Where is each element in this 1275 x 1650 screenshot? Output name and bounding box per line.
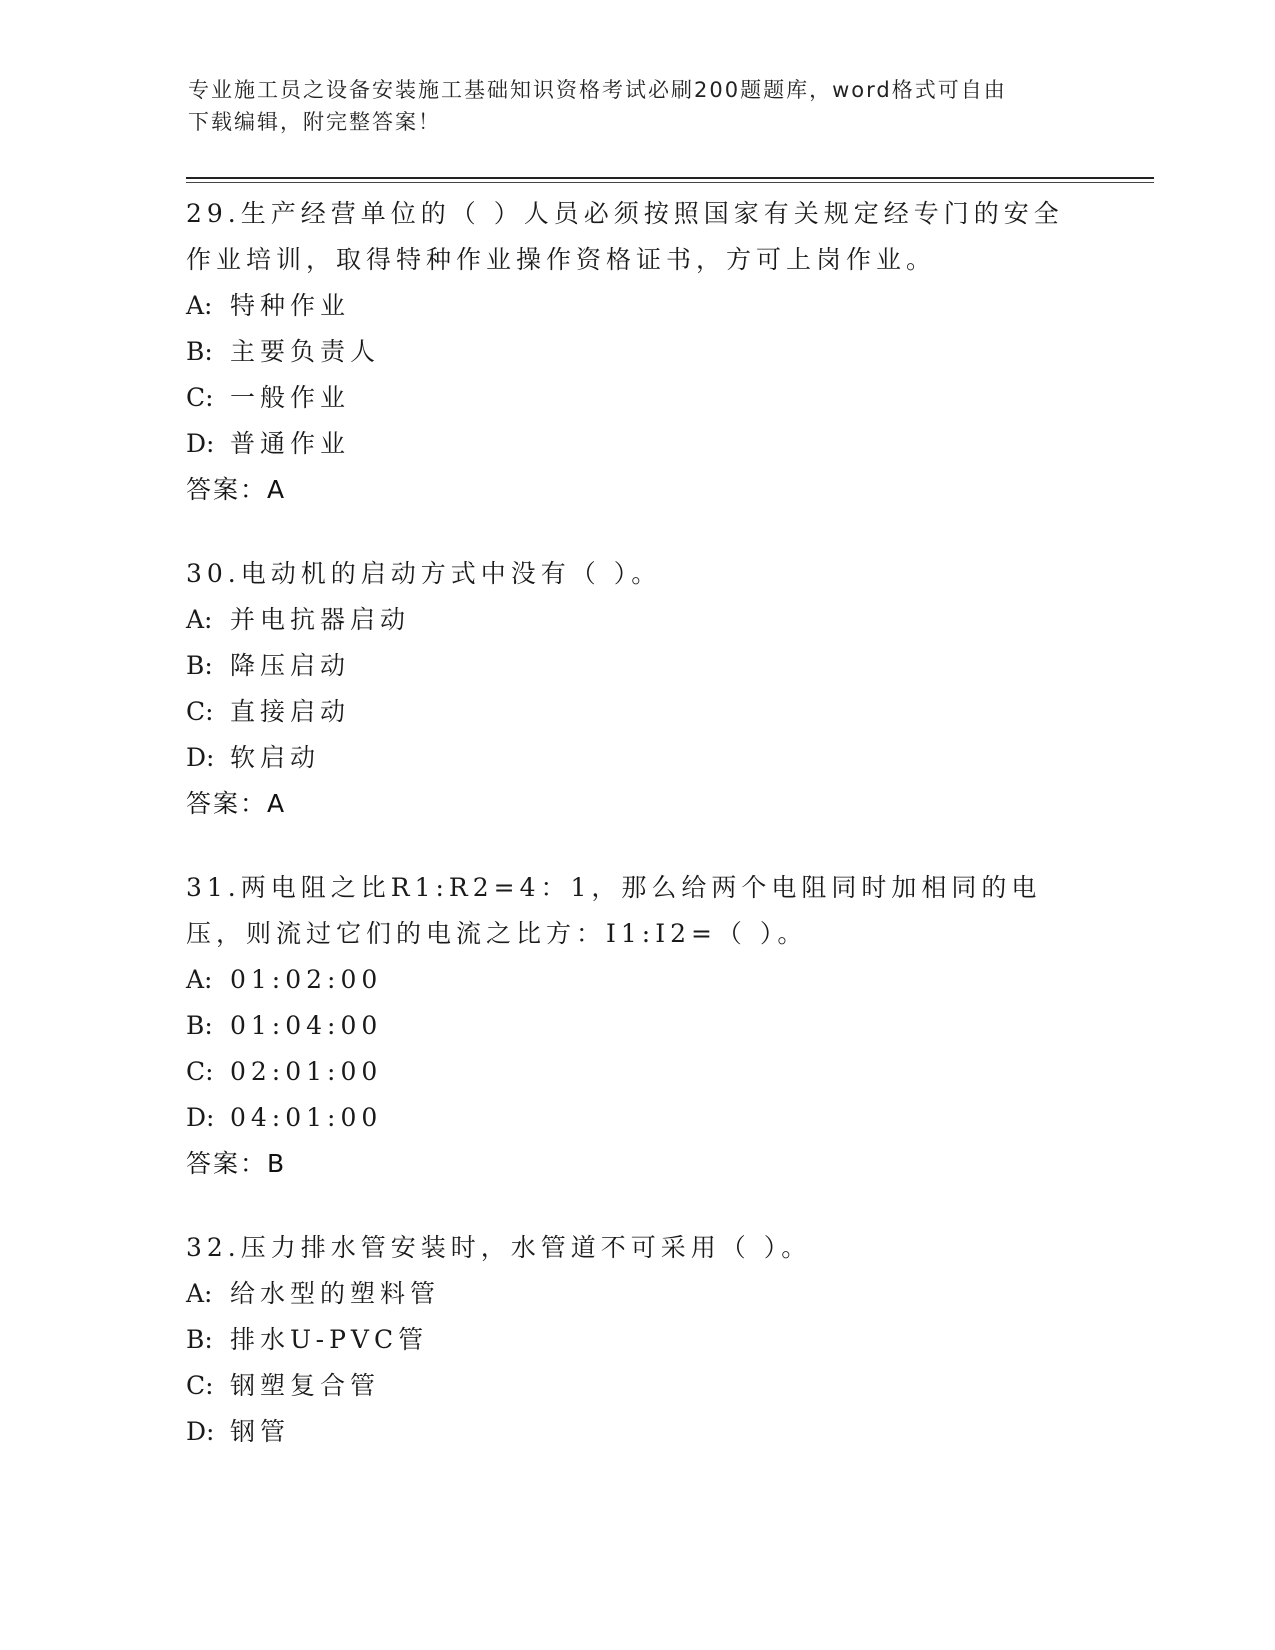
option-text: 钢塑复合管: [230, 1371, 381, 1400]
option-key: D:: [186, 743, 215, 772]
answer: 答案：A: [186, 475, 287, 504]
option-text: 01:04:00: [230, 1011, 383, 1040]
option-c: [186, 375, 1086, 421]
option-text: 降压启动: [230, 651, 351, 680]
option-key: B:: [186, 651, 213, 680]
option-key: A:: [186, 965, 213, 994]
option-text: 排水U-PVC管: [230, 1325, 429, 1354]
answer: 答案：A: [186, 789, 287, 818]
option-b: [186, 643, 1086, 689]
question-32: [186, 1225, 1086, 1455]
option-c: [186, 1049, 1086, 1095]
option-key: B:: [186, 1011, 213, 1040]
option-a: [186, 957, 1086, 1003]
question-31: [186, 865, 1086, 1187]
option-a: [186, 283, 1086, 329]
option-key: B:: [186, 337, 213, 366]
question-stem: 31.两电阻之比R1:R2=4：1，那么给两个电阻同时加相同的电压，则流过它们的电流之比方：I1:I2=（ ）。: [186, 873, 1042, 948]
option-key: D:: [186, 429, 215, 458]
option-key: D:: [186, 1103, 215, 1132]
option-c: [186, 1363, 1086, 1409]
option-text: 软启动: [230, 743, 321, 772]
option-key: A:: [186, 291, 213, 320]
option-key: C:: [186, 1371, 214, 1400]
option-c: [186, 689, 1086, 735]
option-text: 普通作业: [230, 429, 351, 458]
option-text: 02:01:00: [230, 1057, 383, 1086]
header-line-2: 下载编辑，附完整答案！: [188, 110, 441, 134]
document-header: [188, 74, 1068, 138]
header-divider-thin: [186, 182, 1154, 183]
option-text: 直接启动: [230, 697, 351, 726]
header-divider-thick: [186, 177, 1154, 179]
option-text: 主要负责人: [230, 337, 381, 366]
option-key: C:: [186, 1057, 214, 1086]
option-text: 给水型的塑料管: [230, 1279, 441, 1308]
option-b: [186, 329, 1086, 375]
option-text: 钢管: [230, 1417, 291, 1446]
question-stem: 32.压力排水管安装时，水管道不可采用（ ）。: [186, 1233, 812, 1262]
option-key: A:: [186, 1279, 213, 1308]
option-a: [186, 1271, 1086, 1317]
option-a: [186, 597, 1086, 643]
option-key: B:: [186, 1325, 213, 1354]
option-d: [186, 1095, 1086, 1141]
option-b: [186, 1317, 1086, 1363]
option-key: A:: [186, 605, 213, 634]
question-stem: 29.生产经营单位的（ ）人员必须按照国家有关规定经专门的安全作业培训，取得特种作业操作资格证书，方可上岗作业。: [186, 199, 1064, 274]
question-29: [186, 191, 1086, 513]
option-key: D:: [186, 1417, 215, 1446]
option-d: [186, 421, 1086, 467]
option-text: 04:01:00: [230, 1103, 383, 1132]
question-30: [186, 551, 1086, 827]
answer: 答案：B: [186, 1149, 287, 1178]
option-text: 一般作业: [230, 383, 351, 412]
option-text: 01:02:00: [230, 965, 383, 994]
option-key: C:: [186, 383, 214, 412]
option-b: [186, 1003, 1086, 1049]
header-line-1: 专业施工员之设备安装施工基础知识资格考试必刷200题题库，word格式可自由: [188, 78, 1007, 102]
option-d: [186, 1409, 1086, 1455]
option-text: 并电抗器启动: [230, 605, 411, 634]
option-text: 特种作业: [230, 291, 351, 320]
option-d: [186, 735, 1086, 781]
option-key: C:: [186, 697, 214, 726]
question-stem: 30.电动机的启动方式中没有（ ）。: [186, 559, 662, 588]
